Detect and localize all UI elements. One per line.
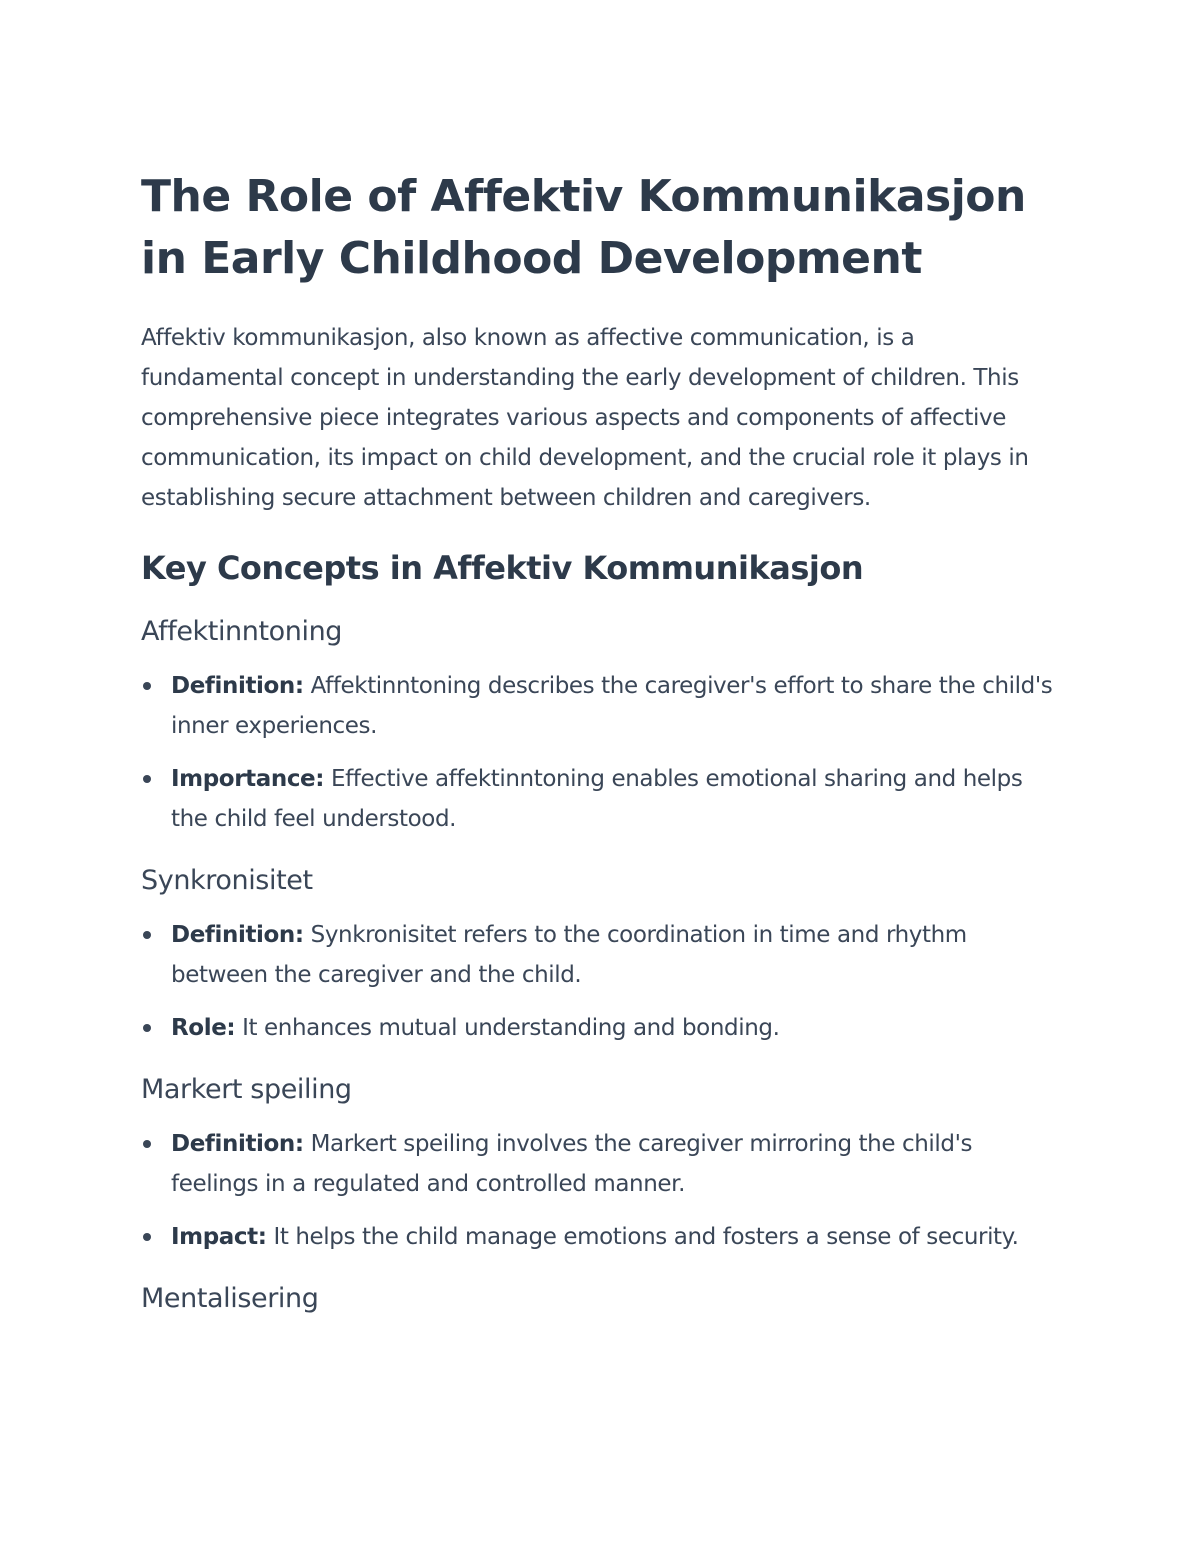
item-term: Definition: bbox=[171, 1131, 304, 1157]
item-text: It enhances mutual understanding and bonding. bbox=[235, 1015, 780, 1041]
item-term: Role: bbox=[171, 1015, 236, 1041]
item-text: Synkronisitet refers to the coordination in time and rhythm between the caregiver and the child. bbox=[171, 922, 967, 988]
concept-list-synkronisitet bbox=[141, 915, 1061, 1048]
concept-list-markert-speiling bbox=[141, 1124, 1061, 1257]
list-item bbox=[141, 1124, 1061, 1204]
item-term: Definition: bbox=[171, 922, 304, 948]
concept-heading-affektinntoning: Affektinntoning bbox=[141, 616, 343, 647]
bullet-icon bbox=[143, 1024, 151, 1032]
bullet-icon bbox=[143, 1140, 151, 1148]
concept-heading-synkronisitet: Synkronisitet bbox=[141, 865, 313, 896]
item-text: Markert speiling involves the caregiver mirroring the child's feelings in a regulated and controlled manner. bbox=[171, 1131, 973, 1197]
list-item bbox=[141, 915, 1061, 995]
section-heading: Key Concepts in Affektiv Kommunikasjon bbox=[141, 549, 864, 587]
item-text: Effective affektinntoning enables emotional sharing and helps the child feel understood. bbox=[171, 766, 1023, 832]
document-page bbox=[141, 166, 1061, 1319]
list-item bbox=[141, 759, 1061, 839]
page-title: The Role of Affektiv Kommunikasjon in Early Childhood Development bbox=[141, 171, 1026, 284]
list-item bbox=[141, 666, 1061, 746]
item-term: Definition: bbox=[171, 673, 304, 699]
item-text: Affektinntoning describes the caregiver's effort to share the child's inner experiences. bbox=[171, 673, 1053, 739]
concept-heading-markert-speiling: Markert speiling bbox=[141, 1074, 352, 1105]
bullet-icon bbox=[143, 682, 151, 690]
bullet-icon bbox=[143, 931, 151, 939]
concept-list-affektinntoning bbox=[141, 666, 1061, 839]
concept-heading-mentalisering: Mentalisering bbox=[141, 1283, 319, 1314]
item-term: Impact: bbox=[171, 1224, 267, 1250]
bullet-icon bbox=[143, 1233, 151, 1241]
item-term: Importance: bbox=[171, 766, 325, 792]
bullet-icon bbox=[143, 775, 151, 783]
list-item bbox=[141, 1217, 1061, 1257]
list-item bbox=[141, 1008, 1061, 1048]
item-text: It helps the child manage emotions and fosters a sense of security. bbox=[266, 1224, 1019, 1250]
intro-paragraph: Affektiv kommunikasjon, also known as affective communication, is a fundamental concept in understanding the early development of children. This comprehensive piece integrates various aspects and components of affective communication, its impact on child development, and the crucial role it plays in establishing secure attachment between children and caregivers. bbox=[141, 325, 1029, 511]
